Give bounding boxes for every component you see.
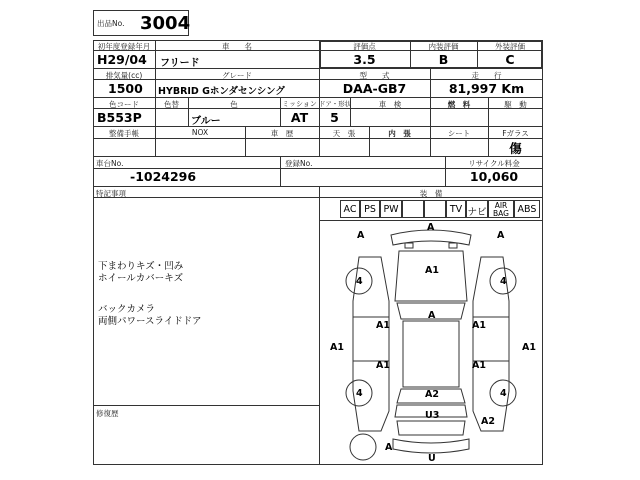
fuel-label: 燃 料 bbox=[447, 100, 471, 109]
note-line-1: 下まわりキズ・凹み bbox=[98, 261, 184, 272]
equipment-strip bbox=[319, 197, 543, 221]
doors-label: ドア・形状 bbox=[319, 100, 352, 108]
equip-ps: PS bbox=[360, 200, 380, 218]
equip-blank-1 bbox=[402, 200, 424, 218]
maintenance-book-label: 整備手帳 bbox=[109, 129, 139, 138]
lot-label: 出品No. bbox=[97, 19, 125, 28]
damage-side-left: A1 bbox=[330, 342, 344, 353]
car-history-label: 車 歴 bbox=[270, 129, 294, 138]
score-value: 3.5 bbox=[353, 52, 376, 67]
interior-grade-value: B bbox=[438, 52, 449, 67]
chassis-no-label: 車台No. bbox=[96, 159, 124, 168]
damage-rear-hatch: A2 bbox=[425, 389, 439, 400]
seat-label: シート bbox=[447, 129, 471, 138]
drive-label: 駆 動 bbox=[504, 100, 527, 109]
equip-ac: AC bbox=[340, 200, 360, 218]
interior-grade-label: 内装評価 bbox=[428, 42, 459, 51]
roof-shape bbox=[403, 321, 459, 387]
notes-section-label: 特記事項 bbox=[96, 189, 126, 198]
recycle-fee-label: リサイクル料金 bbox=[468, 159, 520, 168]
damage-front-right: A bbox=[497, 230, 505, 241]
damage-rear-panel: U3 bbox=[425, 410, 440, 421]
damage-roof: A bbox=[428, 310, 436, 321]
equip-blank-2 bbox=[424, 200, 446, 218]
exterior-grade-value: C bbox=[505, 52, 515, 67]
chassis-no-value: -1024296 bbox=[130, 169, 197, 184]
score-label: 評価点 bbox=[353, 42, 376, 51]
equip-abs: ABS bbox=[514, 200, 540, 218]
damage-wheel-fl: 4 bbox=[356, 276, 363, 287]
color-code-label: 色コード bbox=[109, 100, 139, 109]
spare-tire-shape bbox=[350, 434, 376, 460]
mileage-label: 走 行 bbox=[471, 71, 502, 80]
exterior-grade-label: 外装評価 bbox=[495, 42, 525, 51]
color-code-value: B553P bbox=[97, 110, 142, 125]
lot-number-box bbox=[93, 10, 189, 36]
color-label: 色 bbox=[230, 100, 238, 109]
reg-date-value: H29/04 bbox=[97, 52, 147, 67]
rear-panel-shape bbox=[397, 421, 465, 435]
damage-wheel-fr: 4 bbox=[500, 276, 507, 287]
damage-side-right: A1 bbox=[522, 342, 536, 353]
color-change-label: 色替 bbox=[164, 100, 179, 109]
note-line-5: 両側パワースライドドア bbox=[98, 316, 202, 327]
equip-pw: PW bbox=[380, 200, 402, 218]
damage-hood: A1 bbox=[425, 265, 439, 276]
note-line-2: ホイールカバーキズ bbox=[98, 273, 184, 284]
damage-rear-right-corner: A2 bbox=[481, 416, 495, 427]
recycle-fee-value: 10,060 bbox=[469, 169, 519, 184]
doors-value: 5 bbox=[330, 110, 339, 125]
nox-label: NOX bbox=[191, 128, 209, 137]
inspection-label: 車 検 bbox=[378, 100, 402, 109]
damage-rear-right: A1 bbox=[472, 360, 486, 371]
car-damage-diagram bbox=[319, 221, 543, 465]
mileage-value: 81,997 Km bbox=[448, 81, 525, 96]
model-value: DAA-GB7 bbox=[342, 81, 407, 96]
car-name-label: 車 名 bbox=[222, 42, 252, 51]
note-line-4: バックカメラ bbox=[98, 304, 156, 315]
damage-front-bumper: A bbox=[427, 222, 435, 233]
interior-trim-label: 内 張 bbox=[388, 129, 411, 138]
front-lamp-left-shape bbox=[405, 243, 413, 248]
equip-airbag: AIR BAG bbox=[488, 200, 514, 218]
hood-shape bbox=[395, 251, 467, 301]
headliner-label: 天 張 bbox=[332, 129, 356, 138]
grade-value: HYBRID Gホンダセンシング bbox=[158, 86, 285, 97]
repair-history-label: 修復歴 bbox=[96, 409, 119, 418]
model-label: 型 式 bbox=[359, 71, 390, 80]
registration-no-label: 登録No. bbox=[285, 159, 313, 168]
grade-label: グレード bbox=[222, 71, 252, 80]
mission-value: AT bbox=[290, 110, 309, 125]
reg-date-label: 初年度登録年月 bbox=[97, 42, 151, 51]
damage-rear-left: A1 bbox=[376, 360, 390, 371]
lot-number: 3004 bbox=[140, 13, 191, 34]
damage-door-right: A1 bbox=[472, 320, 486, 331]
damage-front-left: A bbox=[357, 230, 365, 241]
damage-door-left: A1 bbox=[376, 320, 390, 331]
front-glass-label: Fガラス bbox=[502, 129, 529, 138]
displacement-value: 1500 bbox=[108, 81, 143, 96]
mission-label: ミッション bbox=[282, 100, 317, 108]
damage-underbody: U bbox=[428, 453, 436, 464]
damage-wheel-rr: 4 bbox=[500, 388, 507, 399]
car-name-value: フリード bbox=[160, 58, 200, 69]
damage-rear-left-corner: A bbox=[385, 442, 393, 453]
equip-tv: TV bbox=[446, 200, 466, 218]
equipment-section-label: 装 備 bbox=[419, 189, 443, 198]
rear-bumper-shape bbox=[393, 439, 469, 453]
displacement-label: 排気量(cc) bbox=[105, 71, 143, 80]
front-glass-value: 傷 bbox=[509, 141, 522, 156]
equip-navi: ナビ bbox=[466, 200, 488, 218]
color-value: ブルー bbox=[191, 116, 221, 127]
front-lamp-right-shape bbox=[449, 243, 457, 248]
damage-wheel-rl: 4 bbox=[356, 388, 363, 399]
